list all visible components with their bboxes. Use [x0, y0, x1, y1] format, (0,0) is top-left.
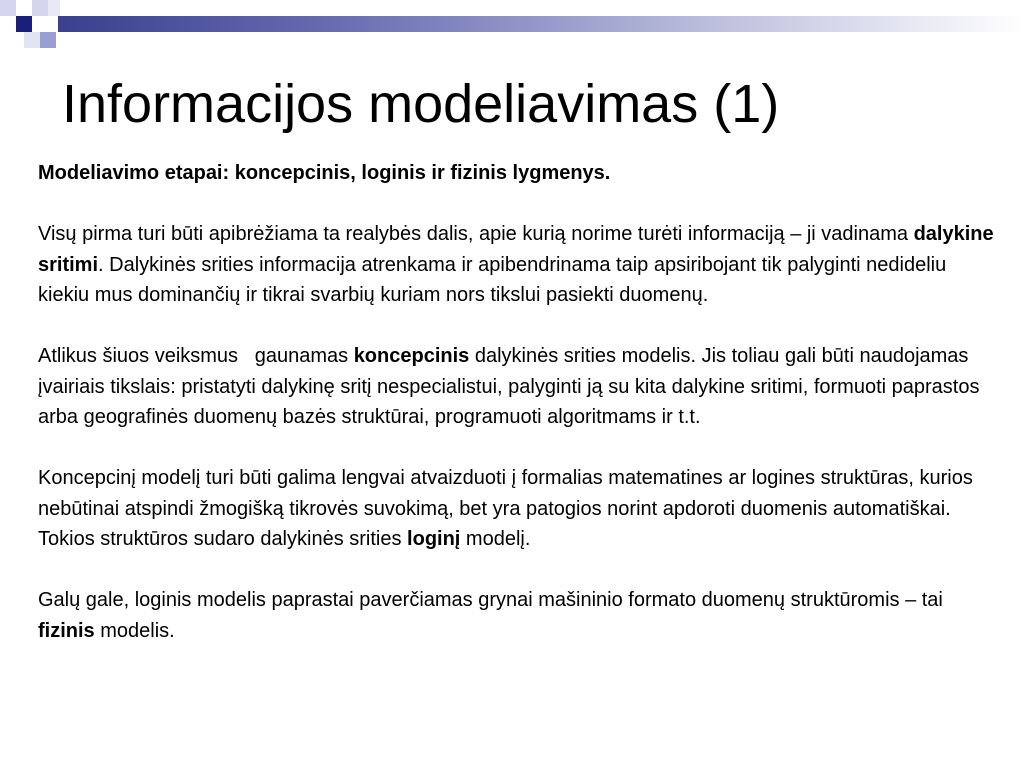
paragraph-text: . Dalykinės srities informacija atrenkama ir apibendrinama taip apsiribojant tik palyginti nedideliu kiekiu mus dominančių ir tikrai svarbių kuriam nors tikslui pasiekti duomenų.	[38, 253, 947, 306]
paragraph-text: modelis.	[94, 619, 175, 642]
bold-term: fizinis	[38, 619, 95, 642]
paragraph-conceptual	[38, 341, 998, 433]
bold-term: koncepcinis	[353, 345, 470, 367]
bold-term: loginį	[407, 528, 461, 550]
paragraph-text: Visų pirma turi būti apibrėžiama ta realybės dalis, apie kurią norime turėti informaciją – ji vadinama	[38, 223, 914, 245]
lead-paragraph: Modeliavimo etapai: koncepcinis, loginis ir fizinis lygmenys.	[38, 162, 611, 184]
header-gradient-bar	[58, 16, 1024, 32]
decor-square-icon	[24, 32, 40, 48]
slide-title: Informacijos modeliavimas (1)	[62, 74, 780, 134]
paragraph-domain	[38, 219, 998, 311]
bold-term: dalykine sritimi	[38, 223, 994, 276]
paragraph-text: modelį.	[460, 528, 531, 550]
paragraph-text: Galų gale, loginis modelis paprastai paverčiamas grynai mašininio formato duomenų struktūromis – tai	[38, 589, 943, 611]
paragraph-physical	[38, 585, 998, 646]
paragraph-text: dalykinės srities modelis. Jis toliau gali būti naudojamas įvairiais tikslais: pristatyti dalykinę sritį nespecialistui, palyginti ją su kita dalykine sritimi, formuoti paprastos arba geografinės duomenų bazės struktūrai, programuoti algoritmams ir t.t.	[38, 345, 980, 428]
decor-square-icon	[16, 16, 32, 32]
paragraph-text: Koncepcinį modelį turi būti galima lengvai atvaizduoti į formalias matematines ar logines struktūras, kurios nebūtinai atspindi žmogišką tikrovės suvokimą, bet yra patogios norint apdoroti duomenis automatiškai. Tokios struktūros sudaro dalykinės srities	[38, 467, 973, 550]
paragraph-text: Atlikus šiuos veiksmus gaunamas	[38, 345, 354, 367]
decor-square-icon	[0, 0, 16, 16]
decor-square-icon	[48, 0, 60, 16]
decor-square-icon	[32, 0, 48, 16]
decor-square-icon	[40, 32, 56, 48]
paragraph-logical	[38, 463, 998, 555]
slide-body	[38, 158, 998, 677]
